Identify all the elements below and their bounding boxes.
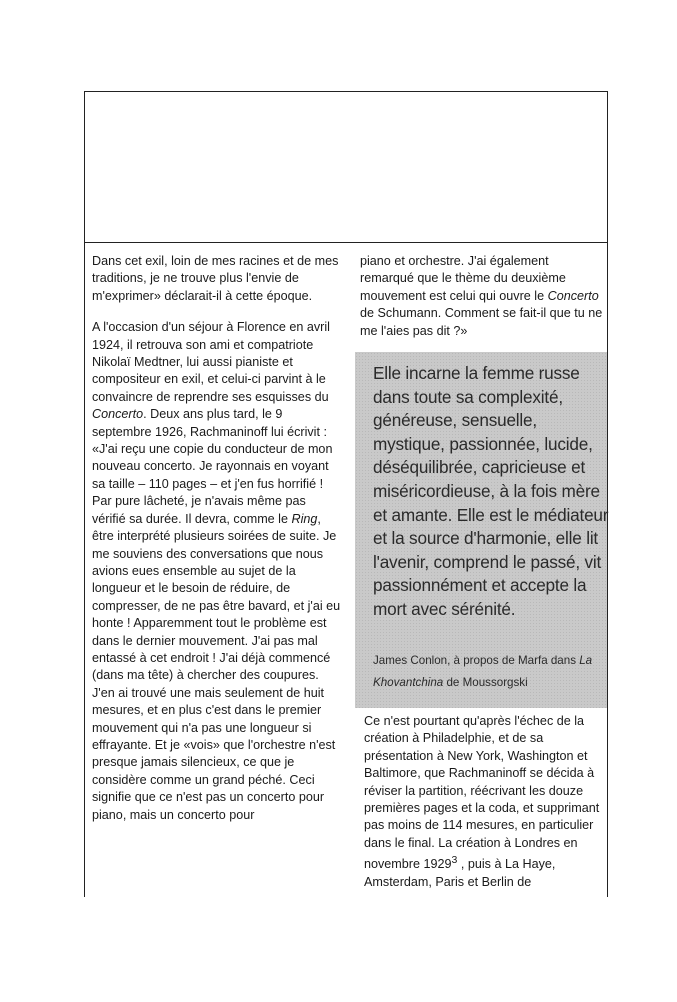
page-frame — [84, 91, 608, 897]
header-box — [85, 92, 607, 243]
ring-title: Ring — [291, 511, 318, 526]
left-column — [92, 253, 342, 824]
pull-quote-credit: James Conlon, à propos de Marfa dans La Khovantchina de Moussorgski — [373, 654, 593, 689]
left-paragraph-2: A l'occasion d'un séjour à Florence en avril 1924, il retrouva son ami et compatriote Nikolaï Medtner, lui aussi pianiste et compositeur en exil, et celui-ci parvint à le convaincre de reprendre ses esquisses du Concerto. Deux ans plus tard, le 9 septembre 1926, Rachmaninoff lui écrivit : «J'ai reçu une copie du conducteur de mon nouveau concerto. Je rayonnais en voyant sa taille – 110 pages – et j'en fus horrifié ! Par pure lâcheté, je n'avais même pas vérifié sa durée. Il devra, comme le Ring, être interprété plusieurs soirées de suite. Je me souviens des conversations que nous avions eues ensemble au sujet de la longueur et le besoin de réduire, de compresser, de ne pas être bavard, et j'ai eu honte ! Apparemment tout le problème est dans le dernier mouvement. J'ai pas mal entassé à cet endroit ! J'ai déjà commencé (dans ma tête) à chercher des coupures. J'en ai trouvé une mais seulement de huit mesures, et en plus c'est dans le premier mouvement qui n'a pas une longueur si effrayante. Et je «vois» que l'orchestre n'est presque jamais silencieux, ce que je considère comme un grand péché. Ceci signifie que ce n'est pas un concerto pour piano, mais un concerto pour — [92, 320, 341, 822]
pull-quote-text: Elle incarne la femme russe dans toute sa complexité, généreuse, sensuelle, mystique, passionnée, lucide, déséquilibrée, capricieuse et miséricordieuse, à la fois mère et amante. Elle est le médiateur et la source d'harmonie, elle lit l'avenir, comprend le passé, vit passionnément et accepte la mort avec sérénité. — [373, 363, 609, 619]
right-paragraph-1: piano et orchestre. J'ai également remarqué que le thème du deuxième mouvement est celui qui ouvre le Concerto de Schumann. Comment se fait-il que tu ne me l'aies pas dit ?» — [360, 254, 603, 338]
right-paragraph-2: Ce n'est pourtant qu'après l'échec de la création à Philadelphie, et de sa présentation à New York, Washington et Baltimore, que Rachmaninoff se décida à réviser la partition, réécrivant les douze premières pages et la coda, et supprimant pas moins de 114 mesures, en particulier dans le final. La création à Londres en novembre 1929$^3$ , puis à La Haye, Amsterdam, Paris et Berlin de — [364, 714, 600, 889]
right-column-top — [360, 253, 605, 340]
right-column-bottom — [364, 713, 609, 891]
footnote-marker: 3 — [451, 854, 458, 867]
left-paragraph-1: Dans cet exil, loin de mes racines et de mes traditions, je ne trouve plus l'envie de m'exprimer» déclarait-il à cette époque. — [92, 254, 339, 303]
pull-quote-box — [355, 352, 607, 708]
concerto-title: Concerto — [92, 407, 144, 422]
concerto-title-2: Concerto — [547, 288, 599, 303]
opera-title: La Khovantchina — [373, 654, 593, 689]
